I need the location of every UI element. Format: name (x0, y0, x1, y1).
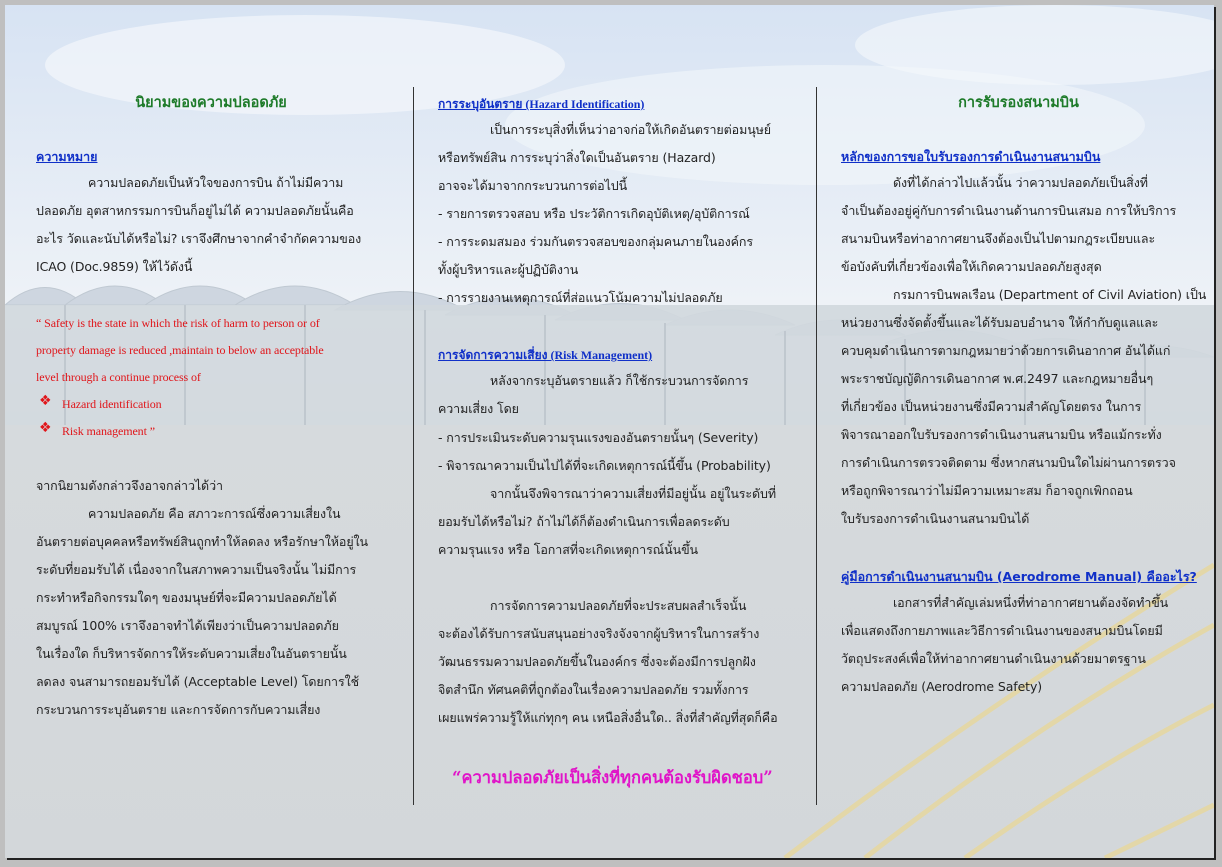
paragraph-line: จำเป็นต้องอยู่คู่กับการดำเนินงานด้านการบินเสมอ การให้บริการ (841, 203, 1177, 218)
paragraph-line: ความปลอดภัย คือ สภาวะการณ์ซึ่งความเสี่ยงใน (88, 506, 341, 521)
paragraph-line: หน่วยงานซึ่งจัดตั้งขึ้นและได้รับมอบอำนาจ ให้กำกับดูแลและ (841, 315, 1159, 330)
paragraph-line: สนามบินหรือท่าอากาศยานจึงต้องเป็นไปตามกฎระเบียบและ (841, 231, 1156, 246)
column-divider-left (413, 87, 414, 805)
paragraph-line: สมบูรณ์ 100% เราจึงอาจทำได้เพียงว่าเป็นความปลอดภัย (36, 618, 339, 633)
paragraph-line: วัฒนธรรมความปลอดภัยขึ้นในองค์กร ซึ่งจะต้องมีการปลูกฝัง (438, 654, 756, 669)
paragraph-line: เป็นการระบุสิ่งที่เห็นว่าอาจก่อให้เกิดอันตรายต่อมนุษย์ (490, 122, 772, 137)
section-title: การรับรองสนามบิน (958, 94, 1079, 111)
paragraph-line: อันตรายต่อบุคคลหรือทรัพย์สินถูกทำให้ลดลง หรือรักษาให้อยู่ใน (36, 534, 369, 549)
paragraph-line: ปลอดภัย อุตสาหกรรมการบินก็อยู่ไม่ได้ ความปลอดภัยนั้นคือ (36, 203, 354, 218)
paragraph-line: ความปลอดภัยเป็นหัวใจของการบิน ถ้าไม่มีความ (88, 175, 344, 190)
paragraph-line: ความเสี่ยง โดย (438, 401, 519, 416)
paragraph-line: - รายการตรวจสอบ หรือ ประวัติการเกิดอุบัติเหตุ/อุบัติการณ์ (438, 206, 750, 221)
paragraph-line: - พิจารณาความเป็นไปได้ที่จะเกิดเหตุการณ์นี้ขึ้น (Probability) (438, 458, 771, 473)
section-heading-certificate-principles: หลักของการขอใบรับรองการดำเนินงานสนามบิน (841, 149, 1101, 164)
paragraph-line: การดำเนินการตรวจติดตาม ซึ่งหากสนามบินใดไม่ผ่านการตรวจ (841, 455, 1176, 470)
paragraph-line: ความปลอดภัย (Aerodrome Safety) (841, 679, 1043, 694)
paragraph-line: ความรุนแรง หรือ โอกาสที่จะเกิดเหตุการณ์นั้นขึ้น (438, 542, 698, 557)
diamond-bullet-icon: ❖ (39, 420, 52, 436)
paragraph-line: ที่เกี่ยวข้อง เป็นหน่วยงานซึ่งมีความสำคัญโดยตรง ในการ (841, 399, 1142, 414)
diamond-bullet-icon: ❖ (39, 393, 52, 409)
paragraph-line: ระดับที่ยอมรับได้ เนื่องจากในสภาพความเป็นจริงนั้น ไม่มีการ (36, 562, 357, 577)
brochure-page (5, 5, 1214, 858)
paragraph-line: กระบวนการระบุอันตราย และการจัดการกับความเสี่ยง (36, 702, 321, 717)
paragraph-line: จากนั้นจึงพิจารณาว่าความเสี่ยงที่มีอยู่นั้น อยู่ในระดับที่ (490, 486, 777, 501)
paragraph-line: การจัดการความปลอดภัยที่จะประสบผลสำเร็จนั้น (490, 598, 747, 613)
icao-quote-line: “ Safety is the state in which the risk of harm to person or of (36, 316, 320, 330)
section-heading-aerodrome-manual: คู่มือการดำเนินงานสนามบิน (Aerodrome Manual) คืออะไร? (841, 569, 1197, 584)
section-heading-meaning: ความหมาย (36, 149, 98, 164)
paragraph-line: กระทำหรือกิจกรรมใดๆ ของมนุษย์ที่จะมีความปลอดภัยได้ (36, 590, 337, 605)
paragraph-line: ข้อบังคับที่เกี่ยวข้องเพื่อให้เกิดความปลอดภัยสูงสุด (841, 259, 1102, 274)
paragraph-line: เพื่อแสดงถึงกายภาพและวิธีการดำเนินงานของสนามบินโดยมี (841, 623, 1163, 638)
paragraph-line: ทั้งผู้บริหารและผู้ปฏิบัติงาน (438, 262, 579, 277)
paragraph-line: หลังจากระบุอันตรายแล้ว ก็ใช้กระบวนการจัดการ (490, 373, 749, 388)
paragraph-line: หรือทรัพย์สิน การระบุว่าสิ่งใดเป็นอันตราย (Hazard) (438, 150, 716, 165)
icao-quote-line: level through a continue process of (36, 370, 201, 384)
paragraph-line: จากนิยามดังกล่าวจึงอาจกล่าวได้ว่า (36, 478, 223, 493)
paragraph-line: หรือถูกพิจารณาว่าไม่มีความเหมาะสม ก็อาจถูกเพิกถอน (841, 483, 1133, 498)
section-title: นิยามของความปลอดภัย (135, 94, 287, 111)
paragraph-line: จิตสำนึก ทัศนคติที่ถูกต้องในเรื่องความปลอดภัย รวมทั้งการ (438, 682, 749, 697)
paragraph-line: กรมการบินพลเรือน (Department of Civil Aviation) เป็น (893, 287, 1207, 302)
paragraph-line: ใบรับรองการดำเนินงานสนามบินได้ (841, 511, 1030, 526)
paragraph-line: อะไร วัดและนับได้หรือไม่? เราจึงศึกษาจากคำจำกัดความของ (36, 231, 362, 246)
icao-quote-line: property damage is reduced ,maintain to below an acceptable (36, 343, 324, 357)
paragraph-line: - การประเมินระดับความรุนแรงของอันตรายนั้นๆ (Severity) (438, 430, 759, 445)
paragraph-line: ในเรื่องใด ก็บริหารจัดการให้ระดับความเสี่ยงในอันตรายนั้น (36, 646, 347, 661)
bullet-item: Hazard identification (62, 397, 162, 411)
paragraph-line: จะต้องได้รับการสนับสนุนอย่างจริงจังจากผู้บริหารในการสร้าง (438, 626, 760, 641)
paragraph-line: เผยแพร่ความรู้ให้แก่ทุกๆ คน เหนือสิ่งอื่นใด.. สิ่งที่สำคัญที่สุดก็คือ (438, 710, 778, 725)
paragraph-line: เอกสารที่สำคัญเล่มหนึ่งที่ท่าอากาศยานต้องจัดทำขึ้น (893, 595, 1169, 610)
column-divider-right (816, 87, 817, 805)
safety-slogan: “ความปลอดภัยเป็นสิ่งที่ทุกคนต้องรับผิดชอบ” (452, 768, 773, 787)
paragraph-line: ควบคุมดำเนินการตามกฎหมายว่าด้วยการเดินอากาศ อันได้แก่ (841, 343, 1171, 358)
paragraph-line: พิจารณาออกใบรับรองการดำเนินงานสนามบิน หรือแม้กระทั่ง (841, 427, 1162, 442)
section-heading-hazard-identification: การระบุอันตราย (Hazard Identification) (438, 97, 645, 111)
bullet-item: Risk management ” (62, 424, 155, 438)
paragraph-line: ลดลง จนสามารถยอมรับได้ (Acceptable Level) โดยการใช้ (36, 674, 359, 689)
paragraph-line: - การระดมสมอง ร่วมกันตรวจสอบของกลุ่มคนภายในองค์กร (438, 234, 753, 249)
paragraph-line: พระราชบัญญัติการเดินอากาศ พ.ศ.2497 และกฎหมายอื่นๆ (841, 371, 1154, 386)
paragraph-line: ICAO (Doc.9859) ให้ไว้ดังนี้ (36, 259, 193, 274)
paragraph-line: ยอมรับได้หรือไม่? ถ้าไม่ได้ก็ต้องดำเนินการเพื่อลดระดับ (438, 514, 730, 529)
paragraph-line: - การรายงานเหตุการณ์ที่ส่อแนวโน้มความไม่ปลอดภัย (438, 290, 723, 305)
paragraph-line: อาจจะได้มาจากกระบวนการต่อไปนี้ (438, 178, 628, 193)
paragraph-line: ดังที่ได้กล่าวไปแล้วนั้น ว่าความปลอดภัยเป็นสิ่งที่ (893, 175, 1148, 190)
paragraph-line: วัตถุประสงค์เพื่อให้ท่าอากาศยานดำเนินงานด้วยมาตรฐาน (841, 651, 1146, 666)
section-heading-risk-management: การจัดการความเสี่ยง (Risk Management) (438, 348, 653, 362)
